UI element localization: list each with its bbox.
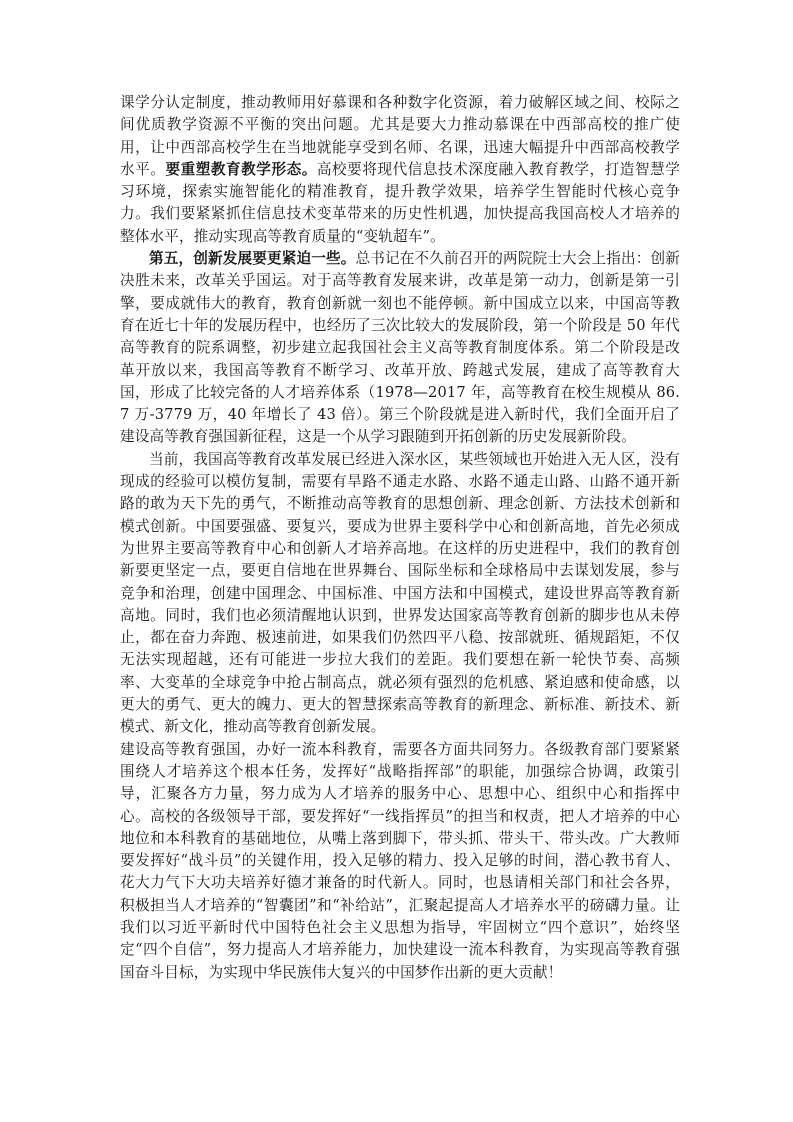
paragraph-1 (120, 92, 680, 248)
paragraph-2 (120, 248, 680, 449)
paragraph-3-text: 当前，我国高等教育改革发展已经进入深水区，某些领域也开始进入无人区，没有现成的经验可以模仿复制，需要有旱路不通走水路、水路不通走山路、山路不通开新路的敢为天下先的勇气，不断推动高等教育的思想创新、理念创新、方法技术创新和模式创新。中国要强盛、要复兴，要成为世界主要科学中心和创新高地，首先必须成为世界主要高等教育中心和创新人才培养高地。在这样的历史进程中，我们的教育创新要更坚定一点，要更自信地在世界舞台、国际坐标和全球格局中去谋划发展，参与竞争和治理，创建中国理念、中国标准、中国方法和中国模式，建设世界高等教育新高地。同时，我们也必须清醒地认识到，世界发达国家高等教育创新的脚步也从未停止，都在奋力奔跑、极速前进，如果我们仍然四平八稳、按部就班、循规蹈矩，不仅无法实现超越，还有可能进一步拉大我们的差距。我们要想在新一轮快节奏、高频率、大变革的全球竞争中抢占制高点，就必须有强烈的危机感、紧迫感和使命感，以更大的勇气、更大的魄力、更大的智慧探索高等教育的新理念、新标准、新技术、新模式、新文化，推动高等教育创新发展。 (120, 450, 680, 736)
paragraph-1-text-b: 高校要将现代信息技术深度融入教育教学，打造智慧学习环境，探索实施智能化的精准教育，提升教学效果，培养学生智能时代核心竞争力。我们要紧紧抓住信息技术变革带来的历史性机遇，加快提高我国高校人才培养的整体水平，推动实现高等教育质量的“变轨超车”。 (120, 160, 680, 245)
paragraph-2-text: 总书记在不久前召开的两院院士大会上指出：创新决胜未来，改革关乎国运。对于高等教育发展来讲，改革是第一动力，创新是第一引擎，要成就伟大的教育，教育创新就一刻也不能停顿。新中国成立以来，中国高等教育在近七十年的发展历程中，也经历了三次比较大的发展阶段，第一个阶段是 50 年代高等教育的院系调整，初步建立起我国社会主义高等教育制度体系。第二个阶段是改革开放以来，我国高等教育不断学习、改革开放、跨越式发展，建成了高等教育大国，形成了比较完备的人才培养体系（1978—2017 年，高等教育在校生规模从 86.7 万-3779 万，40 年增长了 43 倍）。第三个阶段就是进入新时代，我们全面开启了建设高等教育强国新征程，这是一个从学习跟随到开拓创新的历史发展新阶段。 (120, 250, 680, 446)
paragraph-4 (120, 739, 680, 984)
paragraph-1-heading-reshape-teaching: 要重塑教育教学形态。 (165, 160, 317, 178)
paragraph-2-heading-innovation: 第五，创新发展要更紧迫一些。 (149, 250, 356, 268)
paragraph-3 (120, 449, 680, 739)
paragraph-4-text: 建设高等教育强国，办好一流本科教育，需要各方面共同努力。各级教育部门要紧紧围绕人才培养这个根本任务，发挥好“战略指挥部”的职能，加强综合协调，政策引导，汇聚各方力量，努力成为人才培养的服务中心、思想中心、组织中心和指挥中心。高校的各级领导干部，要发挥好“一线指挥员”的担当和权责，把人才培养的中心地位和本科教育的基础地位，从嘴上落到脚下，带头抓、带头干、带头改。广大教师要发挥好“战斗员”的关键作用，投入足够的精力、投入足够的时间，潜心教书育人、花大力气下大功夫培养好德才兼备的时代新人。同时，也恳请相关部门和社会各界，积极担当人才培养的“智囊团”和“补给站”，汇聚起提高人才培养水平的磅礴力量。让我们以习近平新时代中国特色社会主义思想为指导，牢固树立“四个意识”，始终坚定“四个自信”，努力提高人才培养能力，加快建设一流本科教育，为实现高等教育强国奋斗目标，为实现中华民族伟大复兴的中国梦作出新的更大贡献！ (120, 740, 680, 981)
paragraph-1-text-a: 课学分认定制度，推动教师用好慕课和各种数字化资源，着力破解区域之间、校际之间优质教学资源不平衡的突出问题。尤其是要大力推动慕课在中西部高校的推广使用，让中西部高校学生在当地就能享受到名师、名课，迅速大幅提升中西部高校教学水平。 (120, 94, 680, 178)
body-text (120, 92, 680, 984)
